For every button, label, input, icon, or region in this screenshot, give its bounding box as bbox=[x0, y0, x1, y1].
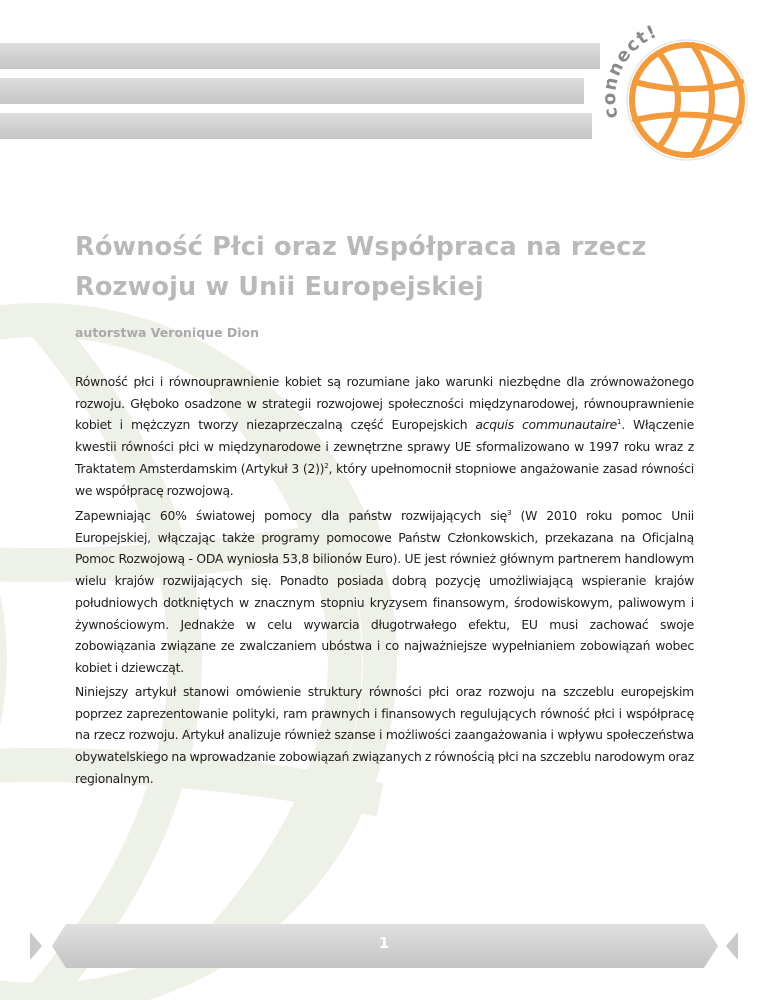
text-run: (W 2010 roku pomoc Unii Europejskiej, włączając także programy pomocowe Państw Członkowskich, przekazana na Oficjalną Pomoc Rozwojową - ODA wyniosła 53,8 bilionów Euro). UE jest również głównym partnerem handlowym wielu krajów rozwijających się. Ponadto posiada dobrą pozycję umożliwiającą wspieranie krajów południowych dotkniętych w znacznym stopniu kryzysem finansowym, środowiskowym, paliwowym i żywnościowym. Jednakże w celu wywarcia długotrwałego efektu, EU musi zachować swoje zobowiązania związane ze zwalczaniem ubóstwa i co najważniejsze wypełnianiem zobowiązań wobec kobiet i dziewcząt. bbox=[75, 508, 695, 675]
footnote-marker: 1 bbox=[617, 418, 622, 427]
italic-phrase: acquis communautaire bbox=[475, 417, 618, 433]
page-number: 1 bbox=[378, 934, 390, 952]
header-band bbox=[0, 78, 584, 104]
footnote-marker: 2 bbox=[324, 461, 329, 470]
logo-wordmark: connect! bbox=[599, 20, 661, 121]
article-title: Równość Płci oraz Współpraca na rzecz Rozwoju w Unii Europejskiej bbox=[75, 232, 647, 302]
body-paragraph-1 bbox=[75, 371, 694, 501]
text-run: . Włączenie kwestii równości płci w międzynarodowe i zewnętrzne sprawy UE sformalizowano w 1997 roku wraz z Traktatem Amsterdamskim (Artykuł 3 (2)) bbox=[75, 417, 695, 476]
connect-globe-logo bbox=[595, 12, 757, 174]
body-paragraph-3: Niniejszy artykuł stanowi omówienie struktury równości płci oraz rozwoju na szczeblu europejskim poprzez zaprezentowanie polityki, ram prawnych i finansowych regulujących równość płci i współpracę na rzecz rozwoju. Artykuł analizuje również szanse i możliwości zaangażowania i wpływu społeczeństwa obywatelskiego na wprowadzanie zobowiązań związanych z równością płci na szczeblu narodowym oraz regionalnym. bbox=[75, 684, 694, 786]
text-run: Równość płci i równouprawnienie kobiet są rozumiane jako warunki niezbędne dla zrównoważonego rozwoju. Głęboko osadzone w strategii rozwojowej społeczności międzynarodowej, równouprawnienie kobiet i mężczyzn tworzy niezaprzeczalną część Europejskich bbox=[75, 374, 694, 433]
footnote-marker: 3 bbox=[507, 508, 512, 517]
text-run: Zapewniając 60% światowej pomocy dla państw rozwijających się bbox=[75, 508, 508, 523]
article-author: autorstwa Veronique Dion bbox=[75, 325, 260, 340]
footer-page-band bbox=[0, 922, 768, 994]
header-band bbox=[0, 43, 600, 69]
header-band bbox=[0, 113, 592, 139]
text-run: , który upełnomocnił stopniowe angażowanie zasad równości we współpracę rozwojową. bbox=[75, 460, 694, 498]
body-paragraph-2 bbox=[75, 505, 694, 679]
